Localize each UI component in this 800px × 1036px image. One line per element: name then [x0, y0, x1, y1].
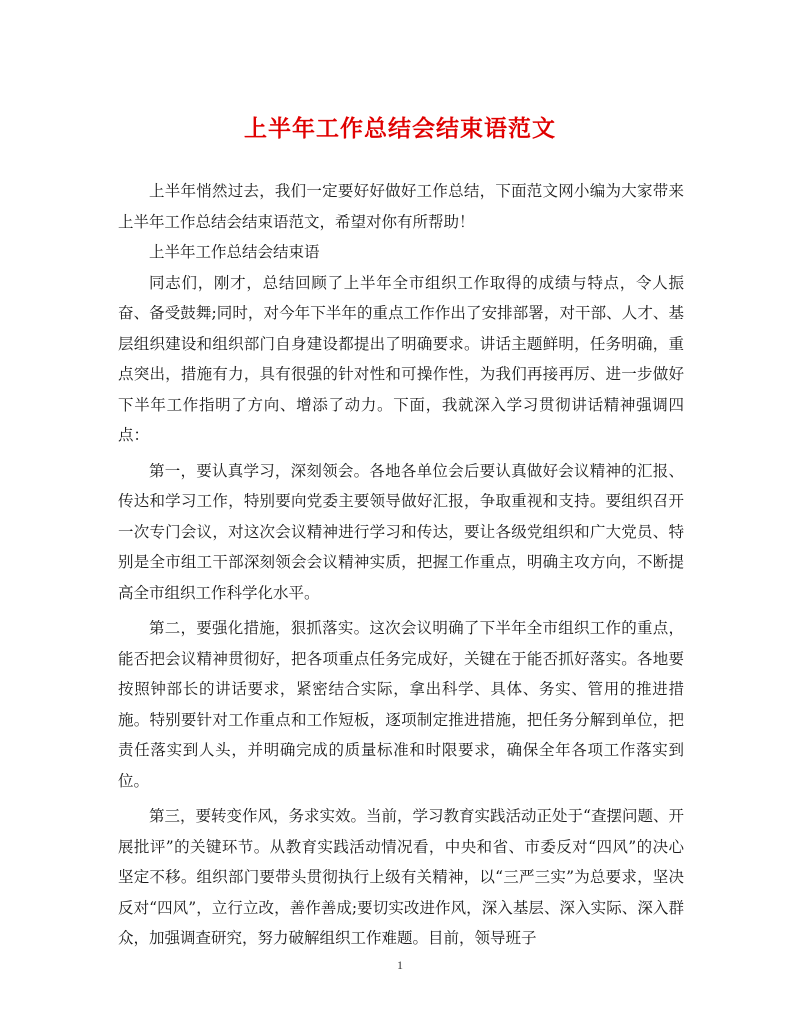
paragraph-point-two: 第二，要强化措施，狠抓落实。这次会议明确了下半年全市组织工作的重点，能否把会议精神贯彻好，把各项重点任务完成好，关键在于能否抓好落实。各地要按照钟部长的讲话要求，紧密结合实际，拿出科学、具体、务实、管用的推进措施。特别要针对工作重点和工作短板，逐项制定推进措施，把任务分解到单位，把责任落实到人头，并明确完成的质量标准和时限要求，确保全年各项工作落实到位。 — [118, 619, 684, 790]
paragraph-point-one: 第一，要认真学习，深刻领会。各地各单位会后要认真做好会议精神的汇报、传达和学习工作，特别要向党委主要领导做好汇报，争取重视和支持。要组织召开一次专门会议，对这次会议精神进行学习和传达，要让各级党组织和广大党员、特别是全市组工干部深刻领会会议精神实质，把握工作重点，明确主攻方向，不断提高全市组织工作科学化水平。 — [118, 461, 684, 602]
paragraph-subheading: 上半年工作总结会结束语 — [149, 243, 320, 261]
paragraph-point-three: 第三，要转变作风，务求实效。当前，学习教育实践活动正处于“查摆问题、开展批评”的关键环节。从教育实践活动情况看，中央和省、市委反对“四风”的决心坚定不移。组织部门要带头贯彻执行上级有关精神，以“三严三实”为总要求，坚决反对“四风”，立行立改，善作善成;要切实改进作风，深入基层、深入实际、深入群众，加强调查研究，努力破解组织工作难题。目前，领导班子 — [118, 807, 684, 947]
document-title: 上半年工作总结会结束语范文 — [244, 115, 556, 142]
document-body — [118, 176, 684, 954]
paragraph-opening: 同志们，刚才，总结回顾了上半年全市组织工作取得的成绩与特点，令人振奋、备受鼓舞;同时，对今年下半年的重点工作作出了安排部署，对干部、人才、基层组织建设和组织部门自身建设都提出了明确要求。讲话主题鲜明，任务明确，重点突出，措施有力，具有很强的针对性和可操作性，为我们再接再厉、进一步做好下半年工作指明了方向、增添了动力。下面，我就深入学习贯彻讲话精神强调四点： — [118, 273, 684, 444]
page-number: 1 — [397, 958, 403, 972]
paragraph-intro: 上半年悄然过去，我们一定要好好做好工作总结，下面范文网小编为大家带来上半年工作总结会结束语范文，希望对你有所帮助！ — [118, 182, 684, 231]
